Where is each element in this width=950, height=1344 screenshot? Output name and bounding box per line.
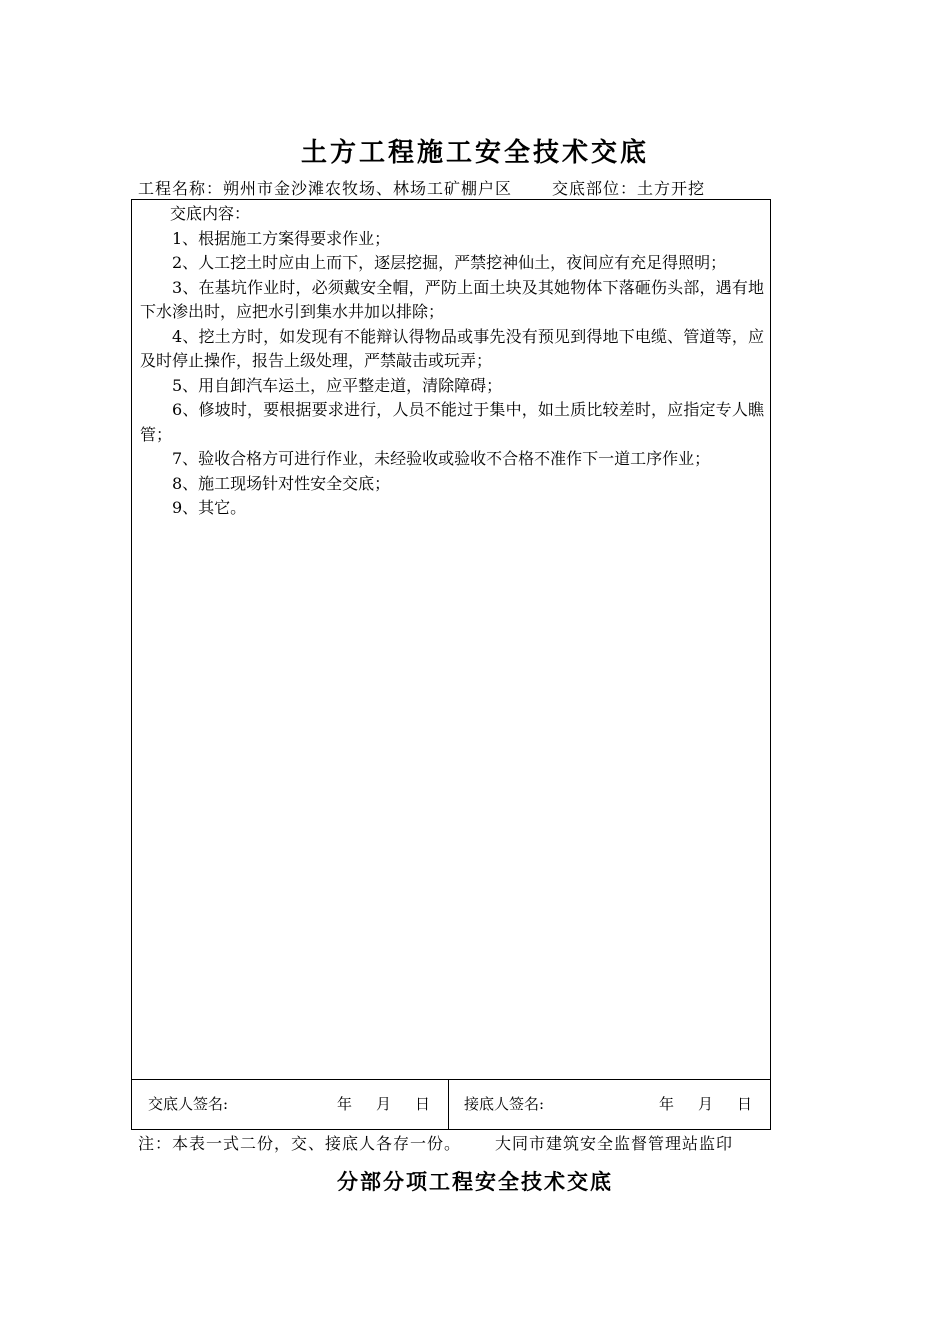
document-title: 土方工程施工安全技术交底 [300, 138, 649, 168]
giver-date [313, 1080, 430, 1129]
receiver-month: 月 [697, 1095, 713, 1113]
part-value: 土方开挖 [637, 179, 706, 198]
giver-signature-label: 交底人签名: [148, 1095, 229, 1113]
giver-month: 月 [375, 1095, 391, 1113]
giver-year: 年 [336, 1095, 352, 1113]
content-item-9: 9、其它。 [172, 498, 247, 517]
disclosure-table [131, 199, 771, 1130]
signature-row [132, 1079, 770, 1129]
receiver-signature-cell [448, 1080, 770, 1129]
footer-stamp: 大同市建筑安全监督管理站监印 [495, 1134, 734, 1153]
content-item-6: 6、修坡时，要根据要求进行，人员不能过于集中，如土质比较差时，应指定专人瞧管； [140, 400, 764, 444]
footer-note: 注：本表一式二份，交、接底人各存一份。 [138, 1134, 462, 1153]
content-item-8: 8、施工现场针对性安全交底； [172, 473, 391, 493]
project-name: 朔州市金沙滩农牧场、林场工矿棚户区 [223, 179, 513, 198]
content-item-7: 7、验收合格方可进行作业，未经验收或验收不合格不准作下一道工序作业； [172, 449, 711, 468]
receiver-year: 年 [658, 1095, 674, 1113]
disclosure-content [140, 202, 764, 521]
content-item-5: 5、用自卸汽车运土，应平整走道，清除障碍； [172, 375, 503, 395]
giver-day: 日 [414, 1095, 430, 1113]
project-label: 工程名称： [138, 179, 224, 198]
receiver-day: 日 [736, 1095, 752, 1113]
content-item-2: 2、人工挖土时应由上而下，逐层挖掘，严禁挖神仙土，夜间应有充足得照明； [172, 253, 727, 272]
content-intro: 交底内容： [170, 204, 251, 223]
part-label: 交底部位： [552, 179, 638, 198]
footer-note-line [138, 1131, 798, 1154]
content-item-4: 4、挖土方时，如发现有不能辩认得物品或事先没有预见到得地下电缆、管道等，应及时停止操作，报告上级处理，严禁敲击或玩弄； [140, 326, 764, 370]
content-item-1: 1、根据施工方案得要求作业； [172, 228, 391, 248]
receiver-date [635, 1080, 752, 1129]
next-document-title: 分部分项工程安全技术交底 [337, 1169, 613, 1194]
giver-signature-cell [132, 1080, 449, 1129]
header-line [138, 176, 778, 199]
receiver-signature-label: 接底人签名: [464, 1095, 545, 1113]
content-item-3: 3、在基坑作业时，必须戴安全帽，严防上面土块及其她物体下落砸伤头部，遇有地下水渗出时，应把水引到集水井加以排除； [140, 277, 764, 321]
